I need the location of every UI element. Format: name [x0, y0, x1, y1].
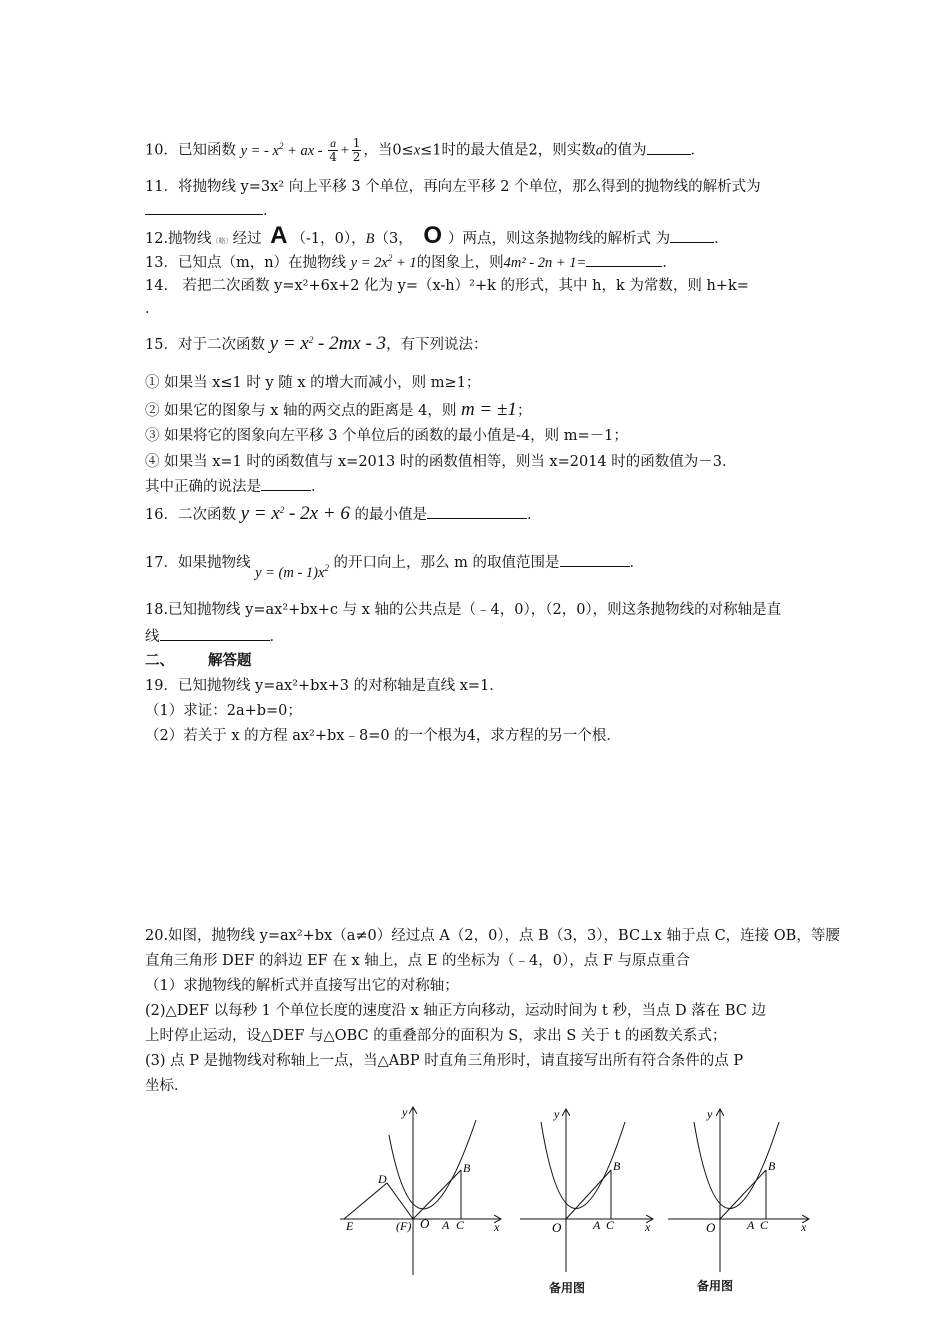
main-figure: [340, 1108, 500, 1275]
fraction-a-over-4: $\frac{a}{4}$: [329, 136, 337, 164]
fraction-half: $\frac{1}{2}$: [352, 136, 361, 164]
fig2-label-o: O: [552, 1220, 562, 1235]
spare-figure-caption-2: 备用图: [697, 1279, 734, 1293]
fig2-label-x: x: [645, 1220, 651, 1234]
fig1-label-d: D: [378, 1172, 387, 1186]
fig3-label-c: C: [760, 1218, 769, 1232]
question-17: 17．如果抛物线 $y = (m - 1)x^2$ 的开口向上，那么 m 的取值范围是 ．: [145, 552, 644, 573]
q10-function-formula: y = - $x^2$ + ax -: [240, 140, 327, 159]
q13-answer-blank: [586, 252, 662, 267]
q18-answer-blank: [160, 626, 270, 641]
q13-parabola-formula: $y = 2x^2 + 1$: [350, 253, 417, 271]
q10-post: 的值为: [603, 142, 647, 159]
spare-figure-2: [668, 1110, 808, 1272]
q12-garbled-formula: （略）: [211, 237, 233, 245]
question-20: 20.如图，抛物线 y=ax²+bx（a≠0）经过点 A（2，0），点 B（3，3），BC⊥x 轴于点 C，连接 OB，等腰: [145, 928, 840, 944]
fig2-label-a: A: [593, 1218, 601, 1232]
question-15: 15．对于二次函数 $y = x^2 - 2mx - 3$，有下列说法：: [145, 333, 488, 354]
q17-parabola-formula: $y = (m - 1)x^2$: [255, 563, 329, 581]
q15-statement-4: ④ 如果当 x=1 时的函数值与 x=2013 时的函数值相等，则当 x=2014 时的函数值为－3．: [145, 454, 737, 470]
question-14: 14． 若把二次函数 y=x²+6x+2 化为 y=（x-h）²+k 的形式，其中 h，k 为常数，则 h+k=: [145, 278, 749, 294]
fig2-label-c: C: [606, 1218, 615, 1232]
fig2-segment-ob: [566, 1170, 611, 1219]
fig3-label-o: O: [706, 1220, 716, 1235]
fig1-label-c: C: [456, 1218, 465, 1232]
fig1-parabola: [389, 1120, 476, 1209]
fig2-label-b: B: [613, 1159, 621, 1173]
question-18-line-2: 线 ．: [145, 626, 284, 647]
q12-answer-blank: [670, 228, 714, 243]
q15-statement-3: ③ 如果将它的图象向左平移 3 个单位后的函数的最小值是-4，则 m=－1；: [145, 428, 628, 444]
fig3-segment-ob: [720, 1170, 766, 1219]
question-14-dot: ．: [145, 301, 160, 317]
question-12: 12.抛物线（略）经过 A （-1，0），B（3， O ）两点，则这条抛物线的解析式 为 ．: [145, 222, 729, 249]
fig1-label-f: (F): [396, 1219, 412, 1233]
fig1-triangle-def: [344, 1183, 413, 1219]
question-11: [145, 177, 761, 197]
question-16: 16．二次函数 $y = x^2 - 2x + 6$ 的最小值是 ．: [145, 503, 542, 524]
q17-answer-blank: [560, 552, 630, 567]
q20-part-2-cont: 上时停止运动，设△DEF 与△OBC 的重叠部分的面积为 S，求出 S 关于 t 的函数关系式；: [145, 1028, 727, 1044]
q20-part-3-cont: 坐标．: [145, 1078, 189, 1094]
fig3-label-b: B: [768, 1159, 776, 1173]
q12-point-o: O: [423, 222, 442, 249]
q19-part-1: （1）求证：2a+b=0；: [145, 703, 302, 719]
question-11-blank-line: ．: [145, 200, 278, 221]
q20-part-2: (2)△DEF 以每秒 1 个单位长度的速度沿 x 轴正方向移动，运动时间为 t 秒，当点 D 落在 BC 边: [145, 1003, 767, 1019]
q12-prefix: 12.抛物线: [145, 231, 212, 247]
q10-prefix: 10．已知函数: [145, 142, 236, 159]
q10-condition: ≤1时的最大值是2，则实数: [420, 142, 596, 159]
q19-part-2: （2）若关于 x 的方程 ax²+bx﹣8=0 的一个根为4，求方程的另一个根．: [145, 728, 621, 744]
section-2-heading: 二、 解答题: [145, 653, 252, 669]
fig2-label-y: y: [554, 1107, 560, 1121]
q12-point-a: A: [270, 222, 288, 249]
fig1-label-e: E: [346, 1219, 354, 1233]
q10-mid: ，当0≤: [363, 142, 414, 159]
question-18: 18.已知抛物线 y=ax²+bx+c 与 x 轴的公共点是（﹣4，0），（2，0），则这条抛物线的对称轴是直: [145, 602, 782, 618]
q15-answer-blank: [261, 476, 311, 491]
question-10: 10．已知函数 y = - $x^2$ + ax - $\frac{a}{4}$ + $\frac{1}{2}$ ，当0≤x≤1时的最大值是2，则实数a的值为 ．: [145, 136, 705, 164]
fig3-label-a: A: [747, 1218, 755, 1232]
q15-statement-2: ② 如果它的图象与 x 轴的两交点的距离是 4，则 m = ±1；: [145, 399, 532, 420]
fig1-label-x: x: [494, 1220, 500, 1234]
fig3-label-x: x: [801, 1220, 807, 1234]
fig3-parabola: [694, 1122, 779, 1209]
q16-function-formula: $y = x^2 - 2x + 6$: [240, 503, 350, 524]
question-13: 13．已知点（m，n）在抛物线 $y = 2x^2 + 1$的图象上，则4m² - 2n + 1= ．: [145, 253, 677, 271]
q20-line-2: 直角三角形 DEF 的斜边 EF 在 x 轴上，点 E 的坐标为（﹣4，0），点 F 与原点重合: [145, 953, 691, 969]
q15-statement-1: ① 如果当 x≤1 时 y 随 x 的增大而减小，则 m≥1；: [145, 375, 481, 391]
q10-answer-blank: [647, 140, 691, 155]
q11-text: 11．将抛物线 y=3x² 向上平移 3 个单位，再向左平移 2 个单位，那么得到的抛物线的解析式为: [145, 179, 761, 195]
fig1-label-y: y: [402, 1105, 408, 1119]
q15-conclusion: 其中正确的说法是 ．: [145, 476, 326, 497]
q20-part-3: (3) 点 P 是抛物线对称轴上一点，当△ABP 时直角三角形时，请直接写出所有符合条件的点 P: [145, 1053, 744, 1069]
q20-part-1: （1）求抛物线的解析式并直接写出它的对称轴；: [145, 978, 459, 994]
question-19: 19．已知抛物线 y=ax²+bx+3 的对称轴是直线 x=1．: [145, 678, 504, 694]
spare-figure-caption-1: 备用图: [549, 1281, 586, 1295]
fig3-label-y: y: [707, 1107, 713, 1121]
fig2-parabola: [541, 1122, 625, 1209]
fig1-label-b: B: [463, 1161, 471, 1175]
q11-answer-blank: [145, 200, 263, 215]
q15-function-formula: $y = x^2 - 2mx - 3$: [269, 333, 387, 354]
fig1-segment-ob: [413, 1170, 461, 1219]
fig1-label-o: O: [420, 1216, 430, 1231]
fig1-label-a: A: [442, 1218, 450, 1232]
spare-figure-1: [520, 1110, 652, 1272]
q16-answer-blank: [427, 504, 527, 519]
